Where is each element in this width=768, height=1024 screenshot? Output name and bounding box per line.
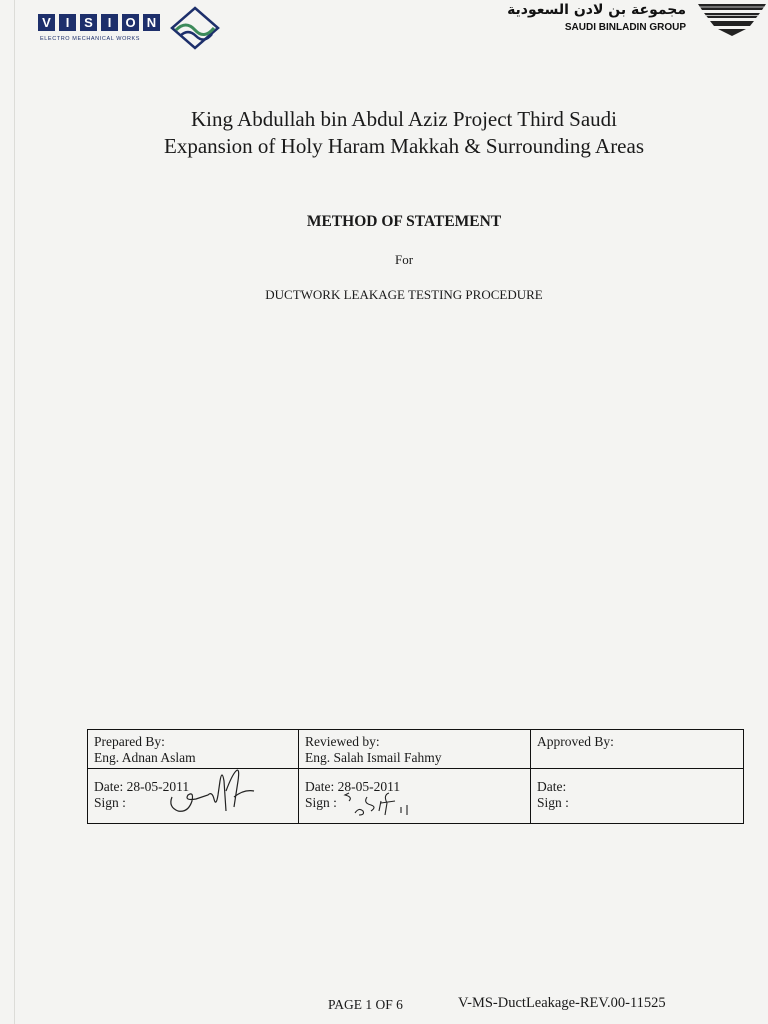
reviewed-by-label: Reviewed by: xyxy=(305,734,380,749)
vision-letter: S xyxy=(80,14,97,31)
vision-tagline: ELECTRO MECHANICAL WORKS xyxy=(40,36,141,42)
approved-sign-label: Sign : xyxy=(537,795,569,810)
vision-letter: I xyxy=(101,14,118,31)
page-edge xyxy=(14,0,15,1024)
approved-by-label: Approved By: xyxy=(537,734,614,749)
prepared-by-name: Eng. Adnan Aslam xyxy=(94,750,196,765)
vision-letter: O xyxy=(122,14,139,31)
document-heading: METHOD OF STATEMENT xyxy=(306,213,502,230)
approved-date-cell xyxy=(531,769,744,824)
prepared-sign-label: Sign : xyxy=(94,795,126,810)
project-title-line1: King Abdullah bin Abdul Aziz Project Third Saudi xyxy=(191,107,617,131)
vision-letter: I xyxy=(59,14,76,31)
document-reference: V-MS-DuctLeakage-REV.00-11525 xyxy=(458,995,666,1011)
reviewed-date-cell xyxy=(299,769,531,824)
sbg-arabic-name: مجموعة بن لادن السعودية xyxy=(507,2,686,18)
approval-dates-row xyxy=(88,769,744,824)
page-number: PAGE 1 OF 6 xyxy=(328,997,403,1012)
approved-by-cell xyxy=(531,730,744,769)
vision-wordmark xyxy=(38,14,160,31)
sbg-emblem-icon xyxy=(696,0,768,36)
approved-date: Date: xyxy=(537,779,567,794)
reviewed-by-cell xyxy=(299,730,531,769)
prepared-date: Date: 28-05-2011 xyxy=(94,779,190,794)
approval-table xyxy=(87,729,744,824)
prepared-by-label: Prepared By: xyxy=(94,734,165,749)
document-subject: DUCTWORK LEAKAGE TESTING PROCEDURE xyxy=(265,287,543,302)
vision-letter: N xyxy=(143,14,160,31)
vision-diamond-icon xyxy=(170,6,220,50)
prepared-by-cell xyxy=(88,730,299,769)
sbg-english-name: SAUDI BINLADIN GROUP xyxy=(564,22,686,33)
vision-logo xyxy=(38,6,228,48)
reviewed-sign-label: Sign : xyxy=(305,795,337,810)
for-label: For xyxy=(394,252,414,267)
project-title-line2: Expansion of Holy Haram Makkah & Surrounding Areas xyxy=(164,134,644,158)
reviewed-date: Date: 28-05-2011 xyxy=(305,779,401,794)
project-title xyxy=(84,106,724,160)
vision-letter: V xyxy=(38,14,55,31)
reviewed-by-name: Eng. Salah Ismail Fahmy xyxy=(305,750,442,765)
saudi-binladin-logo xyxy=(507,0,768,40)
prepared-date-cell xyxy=(88,769,299,824)
approval-names-row xyxy=(88,730,744,769)
